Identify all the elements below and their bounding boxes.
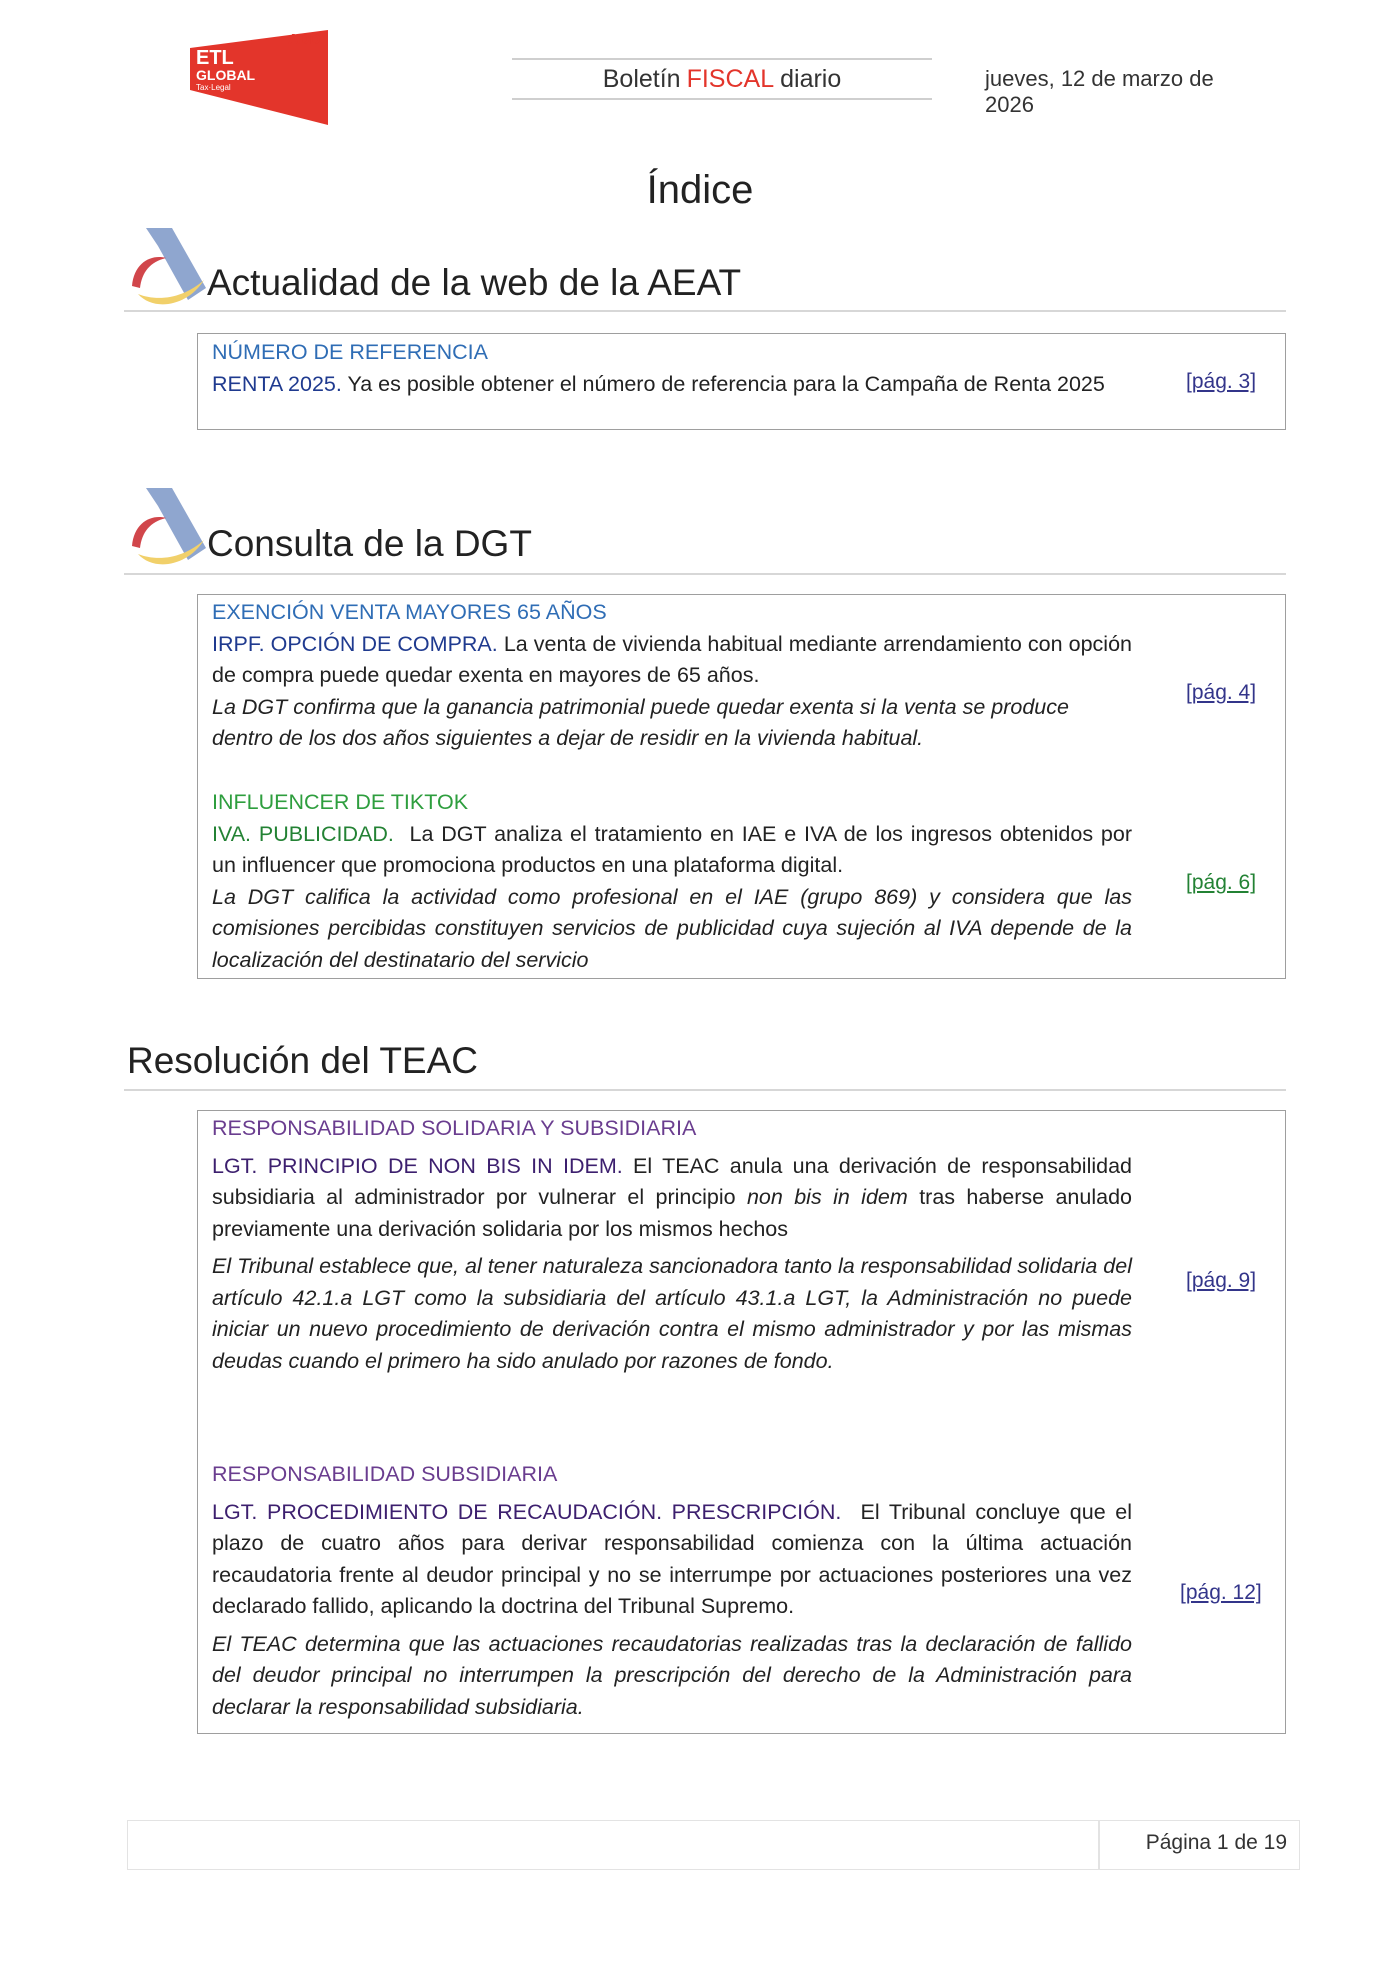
entry-numero-referencia (212, 337, 1132, 400)
page-link-12[interactable]: [pág. 12] (1180, 1581, 1262, 1604)
entry-description: La DGT califica la actividad como profesional en el IAE (grupo 869) y considera que las comisiones percibidas constituyen servicios de publicidad cuya sujeción al IVA depende de la localización del destinatario del servicio (212, 884, 1132, 972)
bulletin-title-prefix: Boletín (602, 64, 681, 93)
entry-description: La DGT confirma que la ganancia patrimonial puede quedar exenta si la venta se produce dentro de los dos años siguientes a dejar de residir en la vivienda habitual. (212, 694, 1069, 750)
bulletin-title-highlight: FISCAL (686, 64, 775, 93)
entry-topic: RESPONSABILIDAD SOLIDARIA Y SUBSIDIARIA (212, 1116, 697, 1140)
entry-lead: RENTA 2025. (212, 371, 342, 396)
entry-text: La venta de vivienda habitual mediante arrendamiento con opción de compra puede quedar exenta en mayores de 65 años. (212, 631, 1132, 687)
entry-lead: LGT. PRINCIPIO DE NON BIS IN IDEM. (212, 1153, 623, 1178)
page-footer (127, 1820, 1300, 1870)
entry-box-teac (197, 1110, 1286, 1734)
page-link-9[interactable]: [pág. 9] (1186, 1269, 1257, 1292)
bulletin-date: jueves, 12 de marzo de 2026 (985, 66, 1214, 117)
entry-text: La DGT analiza el tratamiento en IAE e IVA de los ingresos obtenidos por un influencer que promociona productos en una plataforma digital. (212, 821, 1132, 877)
section-heading-aeat: Actualidad de la web de la AEAT (207, 262, 742, 303)
etl-global-logo (190, 30, 330, 125)
footer-divider (1098, 1821, 1100, 1869)
entry-influencer-tiktok (212, 787, 1132, 976)
entry-lead: LGT. PROCEDIMIENTO DE RECAUDACIÓN. PRESCRIPCIÓN. (212, 1499, 842, 1524)
entry-description: El TEAC determina que las actuaciones recaudatorias realizadas tras la declaración de fallido del deudor principal no interrumpen la prescripción del derecho de la Administración para declarar la responsabilidad subsidiaria. (212, 1631, 1132, 1719)
entry-topic: RESPONSABILIDAD SUBSIDIARIA (212, 1462, 558, 1486)
entry-text: El TEAC anula una derivación de responsabilidad subsidiaria al administrador por vulnerar el principio (212, 1153, 1133, 1209)
entry-responsabilidad-subsidiaria (212, 1459, 1132, 1723)
section-heading-teac: Resolución del TEAC (127, 1040, 478, 1081)
logo-taxlegal-text: Tax·Legal (196, 83, 231, 92)
entry-text: tras haberse anulado previamente una derivación solidaria por los mismos hechos (212, 1185, 1132, 1241)
aeat-logo-icon (128, 228, 208, 308)
entry-text: Ya es posible obtener el número de referencia para la Campaña de Renta 2025 (347, 371, 1105, 396)
entry-description: El Tribunal establece que, al tener naturaleza sancionadora tanto la responsabilidad solidaria del artículo 42.1.a LGT como la subsidiaria del artículo 43.1.a LGT, la Administración no puede iniciar un nuevo procedimiento de derivación contra el mismo administrador y por las mismas deudas cuando el primero ha sido anulado por razones de fondo. (212, 1254, 1132, 1373)
page-link-4[interactable]: [pág. 4] (1186, 681, 1257, 704)
section-divider (124, 310, 1286, 312)
bulletin-title (512, 58, 932, 100)
entry-exencion-mayores (212, 597, 1132, 755)
entry-responsabilidad-solidaria (212, 1113, 1132, 1377)
section-divider (124, 573, 1286, 575)
entry-topic: NÚMERO DE REFERENCIA (212, 340, 488, 364)
page-link-3[interactable]: [pág. 3] (1186, 370, 1257, 393)
logo-add-text: ADD (288, 31, 321, 48)
page-number: Página 1 de 19 (1145, 1831, 1287, 1854)
section-divider (124, 1089, 1286, 1091)
page-link-6[interactable]: [pág. 6] (1186, 871, 1257, 894)
entry-text-italic: non bis in idem (746, 1185, 908, 1209)
entry-text: El Tribunal concluye que el plazo de cuatro años para derivar responsabilidad comienza con la última actuación recaudatoria frente al deudor principal y no se interrumpe por actuaciones posteriores una vez declarado fallido, aplicando la doctrina del Tribunal Supremo. (212, 1499, 1132, 1618)
entry-lead: IRPF. OPCIÓN DE COMPRA. (212, 631, 498, 656)
aeat-logo-icon (128, 488, 208, 568)
entry-topic: EXENCIÓN VENTA MAYORES 65 AÑOS (212, 600, 607, 624)
section-heading-dgt: Consulta de la DGT (207, 523, 532, 564)
entry-lead: IVA. PUBLICIDAD. (212, 821, 394, 846)
index-title: Índice (646, 168, 754, 212)
bulletin-title-suffix: diario (780, 64, 842, 93)
entry-topic: INFLUENCER DE TIKTOK (212, 790, 469, 814)
logo-global-text: GLOBAL (196, 67, 256, 83)
logo-etl-text: ETL (196, 47, 234, 69)
entry-box-dgt (197, 594, 1286, 979)
entry-box-aeat (197, 333, 1286, 430)
